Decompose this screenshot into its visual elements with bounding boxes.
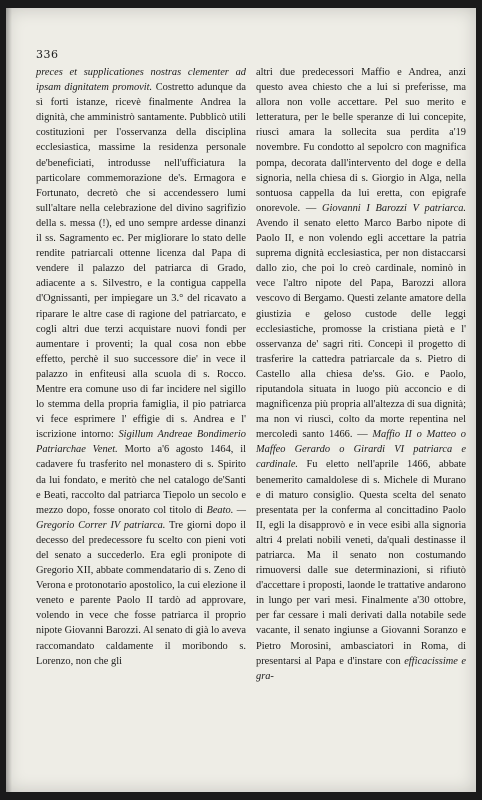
left-paragraph — [36, 65, 246, 669]
section-heading-gregorio: Beato. — Gregorio Correr IV patriarca. — [36, 504, 246, 531]
body-text: Fu eletto nell'aprile 1466, abbate benemerito camaldolese di s. Michele di Murano e di maturo consiglio. Questa scelta del senato presentata per la conferma al concittadino Paolo II, egli la disapprovò e in vece esibì alla signoria altri 4 prelati nobili veneti, da'quali destinasse il patriarca. Ma il senato non costumando rimuoversi dalle sue determinazioni, si rifiutò d'accettare i proposti, laonde le trattative andarono in lungo per vari mesi. Finalmente a'30 ottobre, per far cessare i mali derivati dalla notabile sede vacante, il senato ingiunse a Giovanni Soranzo e Pietro Morosini, ambasciatori in Roma, di presentarsi al Papa e d'instare con — [256, 459, 466, 667]
page-gutter-shadow — [6, 8, 12, 792]
italic-phrase: efficacissime e gra- — [256, 655, 466, 682]
body-text: Costretto adunque da sì forti istanze, ricevè finalmente Andrea la dignità, che amministrò santamente. Pubblicò utili costituzioni per l'osservanza della disciplina ecclesiastica, massime la residenza personale de'beneficiati, introdusse nell'ufficiatura la particolare commemorazione de's. Ermagora e Fortunato, decretò che si accendessero lumi sull'altare nella celebrazione del divino sagrifizio della s. messa (!), ed uno sempre ardesse dinanzi il ss. Sagramento ec. Per migliorare lo stato delle rendite patriarcali ottenne licenza dal Papa di vendere il palazzo del patriarca di Grado, adiacente a s. Silvestro, e la contigua cappella d'Ognissanti, per impiegare un 3.° del ricavato a riparare le altre case di ragione del patriarcato, e cogli altri due terzi acquistare nuovi fondi per aumentare i proventi; la qual cosa non ebbe effetto, perchè il suo successore die' in vece il palazzo in enfiteusi alla scuola di s. Rocco. Mentre era comune uso di far incidere nel sigillo lo stemma della propria famiglia, il pio patriarca vi fece esprimere l' effigie di s. Andrea e l' iscrizione intorno: — [36, 82, 246, 441]
seal-inscription: Sigillum Andreae Bondimerio Patriarchae Venet. — [36, 429, 246, 456]
book-page — [6, 8, 476, 792]
body-text: Avendo il senato eletto Marco Barbo nipote di Paolo II, e non volendo egli accettare la patria suprema dignità ecclesiastica, per non distaccarsi dallo zio, che poi lo creò cardinale, nominò in vece l'altro nipote del Papa, Barozzi allora vescovo di Bergamo. Questi zelante amatore della giustizia e geloso custode delle leggi ecclesiastiche, promosse la cristiana pietà e l' osservanza de' sagri riti. Concepì il progetto di trasferire la cattedra patriarcale da s. Pietro di Castello alla chiesa de'ss. Gio. e Paolo, riputandola situata in luogo più acconcio e di magnificenza più propria all'altezza di sua dignità; ma non vi riuscì, colto da morte repentina nel mercoledì santo 1466. — — [256, 217, 466, 441]
section-heading-gerardo: Maffio II o Matteo o Maffeo Gerardo o Girardi VI patriarca e cardinale. — [256, 429, 467, 471]
body-text: Tre giorni dopo il decesso del predecessore fu scelto con pieni voti del senato a succederlo. Era egli pronipote di Gregorio XII, abbate commendatario di s. Zeno di Verona e protonotario apostolico, la cui elezione il veneto e parente Paolo II tardò ad approvare, volendo in vece che fosse patriarca il proprio nipote Giovanni Barozzi. Al senato di già lo aveva raccomandato caldamente il moribondo s. Lorenzo, non che gli — [36, 519, 246, 667]
latin-quote: preces et supplicationes nostras clementer ad ipsam dignitatem promovit. — [36, 67, 246, 94]
section-heading-barozzi: Giovanni I Barozzi V patriarca. — [321, 202, 466, 214]
right-text-column — [256, 65, 466, 684]
page-number: 336 — [36, 48, 59, 61]
body-text: Morto a'6 agosto 1464, il cadavere fu trasferito nel monastero di s. Spirito da lui fondato, e meritò che nel catalogo de'Santi e Beati, raccolto dal patriarca Tiepolo un secolo e mezzo dopo, fosse onorato col titolo di — [36, 444, 246, 516]
body-text: altri due predecessori Maffio e Andrea, anzi questo avea chiesto che a lui si preferisse, ma allora non volle accettare. Pel suo merito e letteratura, per le belle speranze di lui concepite, riuscì amara la sollecita sua perdita a'19 novembre. Fu condotto al sepolcro con magnifica pompa, decorata dall'intervento del doge e della signoria, nella chiesa di s. Giorgio in Alga, nella sontuosa cappella da lui eretta, con epigrafe onorevole. — — [256, 67, 466, 214]
right-paragraph — [256, 65, 466, 684]
left-text-column — [36, 65, 246, 669]
